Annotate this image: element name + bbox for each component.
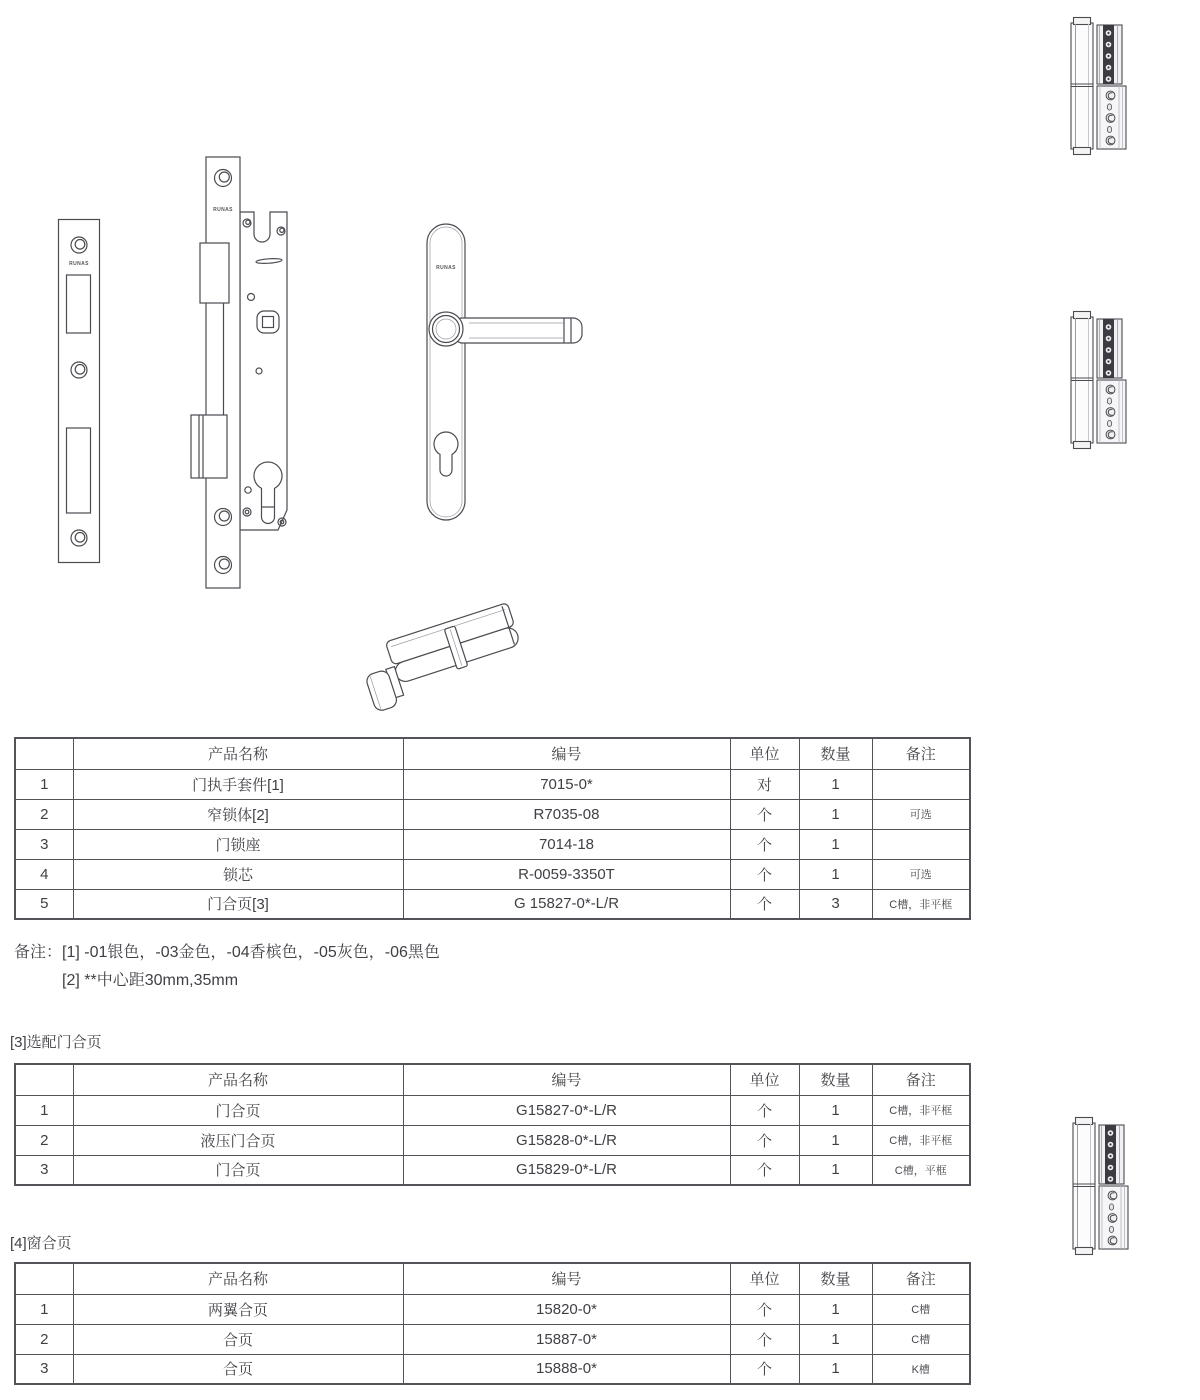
section-label-door-hinge: [3]选配门合页 (10, 1034, 102, 1051)
table-row: 1 门执手套件[1] 7015-0* 对 1 (15, 769, 970, 799)
window-hinge-table (14, 1262, 971, 1385)
column-header: 单位 (730, 1064, 799, 1095)
section-label-window-hinge: [4]窗合页 (10, 1235, 72, 1252)
column-header: 数量 (799, 738, 872, 769)
remarks-block (14, 939, 440, 995)
column-header (15, 1263, 73, 1294)
table-row: 2 合页 15887-0* 个 1 C槽 (15, 1324, 970, 1354)
column-header: 产品名称 (73, 1064, 403, 1095)
column-header: 编号 (403, 1263, 730, 1294)
door-hinge-bottom-drawing (1070, 1116, 1130, 1256)
table-row: 2 液压门合页 G15828-0*-L/R 个 1 C槽，非平框 (15, 1125, 970, 1155)
brand-logo-mark: RUNAS (213, 207, 233, 213)
column-header: 备注 (872, 1263, 970, 1294)
door-handle-drawing (421, 222, 591, 522)
door-hinge-table (14, 1063, 971, 1186)
lock-cylinder-drawing (360, 592, 530, 717)
table-row: 3 门锁座 7014-18 个 1 (15, 829, 970, 859)
table-row: 2 窄锁体[2] R7035-08 个 1 可选 (15, 799, 970, 829)
table-row: 3 门合页 G15829-0*-L/R 个 1 C槽，平框 (15, 1155, 970, 1185)
brand-logo-mark: RUNAS (69, 261, 89, 267)
column-header: 数量 (799, 1064, 872, 1095)
column-header: 编号 (403, 1064, 730, 1095)
brand-logo-mark: RUNAS (436, 265, 456, 271)
table-header-row (15, 738, 970, 769)
column-header (15, 738, 73, 769)
column-header (15, 1064, 73, 1095)
narrow-lock-body-drawing (190, 155, 290, 595)
table-header-row (15, 1263, 970, 1294)
main-parts-table (14, 737, 971, 920)
column-header: 备注 (872, 738, 970, 769)
column-header: 产品名称 (73, 738, 403, 769)
column-header: 产品名称 (73, 1263, 403, 1294)
column-header: 单位 (730, 738, 799, 769)
column-header: 单位 (730, 1263, 799, 1294)
table-row: 5 门合页[3] G 15827-0*-L/R 个 3 C槽，非平框 (15, 889, 970, 919)
column-header: 备注 (872, 1064, 970, 1095)
column-header: 编号 (403, 738, 730, 769)
table-row: 1 两翼合页 15820-0* 个 1 C槽 (15, 1294, 970, 1324)
door-hinge-middle-drawing (1068, 310, 1128, 450)
table-row: 3 合页 15888-0* 个 1 K槽 (15, 1354, 970, 1384)
column-header: 数量 (799, 1263, 872, 1294)
remark-line: 备注：[1] -01银色，-03金色，-04香槟色，-05灰色，-06黑色 (14, 944, 440, 961)
door-hinge-top-drawing (1068, 16, 1128, 156)
table-header-row (15, 1064, 970, 1095)
table-row: 1 门合页 G15827-0*-L/R 个 1 C槽，非平框 (15, 1095, 970, 1125)
strike-plate-drawing (57, 218, 101, 564)
remark-line: [2] **中心距30mm,35mm (62, 972, 239, 989)
table-row: 4 锁芯 R-0059-3350T 个 1 可选 (15, 859, 970, 889)
